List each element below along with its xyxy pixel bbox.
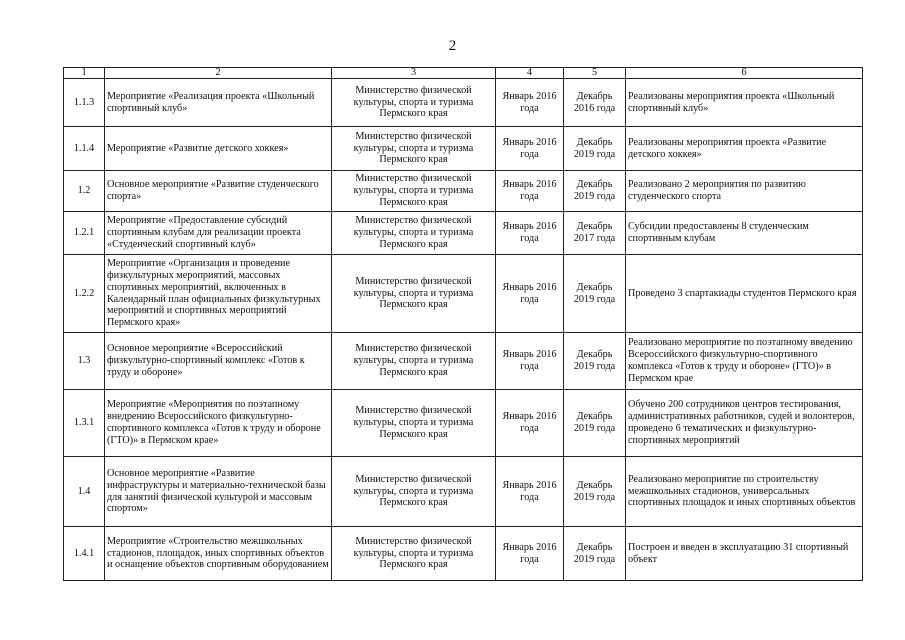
- executor: Министерство физической культуры, спорта и туризма Пермского края: [332, 171, 496, 212]
- executor: Министерство физической культуры, спорта и туризма Пермского края: [332, 457, 496, 527]
- table-row: [64, 127, 863, 171]
- executor: Министерство физической культуры, спорта и туризма Пермского края: [332, 333, 496, 390]
- executor: Министерство физической культуры, спорта и туризма Пермского края: [332, 255, 496, 333]
- table-header-row: [64, 68, 863, 79]
- row-number: 1.3: [64, 333, 105, 390]
- start-date: Январь 2016 года: [496, 79, 564, 127]
- end-date: Декабрь 2019 года: [564, 527, 626, 581]
- expected-result: Обучено 200 сотрудников центров тестирования, административных работников, судей и волонтеров, проведено 6 тематических и физкультурно-спортивных мероприятий: [626, 390, 863, 457]
- row-number: 1.2.2: [64, 255, 105, 333]
- row-number: 1.2.1: [64, 212, 105, 255]
- expected-result: Проведено 3 спартакиады студентов Пермского края: [626, 255, 863, 333]
- row-number: 1.2: [64, 171, 105, 212]
- table-row: [64, 457, 863, 527]
- activity-name: Мероприятие «Мероприятия по поэтапному внедрению Всероссийского физкультурно-спортивного комплекса «Готов к труду и обороне (ГТО)» в Пермском крае»: [105, 390, 332, 457]
- start-date: Январь 2016 года: [496, 333, 564, 390]
- activity-name: Основное мероприятие «Развитие инфраструктуры и материально-технической базы для занятий физической культурой и массовым спортом»: [105, 457, 332, 527]
- column-header: 1: [64, 68, 105, 79]
- start-date: Январь 2016 года: [496, 457, 564, 527]
- start-date: Январь 2016 года: [496, 127, 564, 171]
- row-number: 1.1.3: [64, 79, 105, 127]
- activity-name: Мероприятие «Организация и проведение физкультурных мероприятий, массовых спортивных мероприятий, включенных в Календарный план официальных физкультурных мероприятий и спортивных мероприятий Пермского края»: [105, 255, 332, 333]
- end-date: Декабрь 2016 года: [564, 79, 626, 127]
- column-header: 4: [496, 68, 564, 79]
- activity-name: Основное мероприятие «Всероссийский физкультурно-спортивный комплекс «Готов к труду и обороне»: [105, 333, 332, 390]
- page-number: 2: [448, 38, 457, 54]
- activities-table: [63, 67, 863, 581]
- column-header: 5: [564, 68, 626, 79]
- executor: Министерство физической культуры, спорта и туризма Пермского края: [332, 527, 496, 581]
- end-date: Декабрь 2017 года: [564, 212, 626, 255]
- activity-name: Мероприятие «Реализация проекта «Школьный спортивный клуб»: [105, 79, 332, 127]
- end-date: Декабрь 2019 года: [564, 255, 626, 333]
- table-row: [64, 255, 863, 333]
- activity-name: Мероприятие «Развитие детского хоккея»: [105, 127, 332, 171]
- expected-result: Реализовано 2 мероприятия по развитию студенческого спорта: [626, 171, 863, 212]
- expected-result: Реализовано мероприятие по строительству межшкольных стадионов, универсальных спортивных площадок и иных спортивных объектов: [626, 457, 863, 527]
- activity-name: Мероприятие «Предоставление субсидий спортивным клубам для реализации проекта «Студенческий спортивный клуб»: [105, 212, 332, 255]
- row-number: 1.1.4: [64, 127, 105, 171]
- start-date: Январь 2016 года: [496, 212, 564, 255]
- table-row: [64, 390, 863, 457]
- expected-result: Реализовано мероприятие по поэтапному введению Всероссийского физкультурно-спортивного комплекса «Готов к труду и обороне» (ГТО)» в Пермском крае: [626, 333, 863, 390]
- activity-name: Мероприятие «Строительство межшкольных стадионов, площадок, иных спортивных объектов и оснащение объектов спортивным оборудованием: [105, 527, 332, 581]
- table-row: [64, 333, 863, 390]
- activity-name: Основное мероприятие «Развитие студенческого спорта»: [105, 171, 332, 212]
- executor: Министерство физической культуры, спорта и туризма Пермского края: [332, 127, 496, 171]
- table-row: [64, 171, 863, 212]
- end-date: Декабрь 2019 года: [564, 333, 626, 390]
- table-row: [64, 527, 863, 581]
- executor: Министерство физической культуры, спорта и туризма Пермского края: [332, 390, 496, 457]
- column-header: 6: [626, 68, 863, 79]
- start-date: Январь 2016 года: [496, 255, 564, 333]
- end-date: Декабрь 2019 года: [564, 457, 626, 527]
- row-number: 1.4.1: [64, 527, 105, 581]
- column-header: 3: [332, 68, 496, 79]
- end-date: Декабрь 2019 года: [564, 127, 626, 171]
- end-date: Декабрь 2019 года: [564, 171, 626, 212]
- expected-result: Построен и введен в эксплуатацию 31 спортивный объект: [626, 527, 863, 581]
- row-number: 1.3.1: [64, 390, 105, 457]
- expected-result: Субсидии предоставлены 8 студенческим спортивным клубам: [626, 212, 863, 255]
- table-row: [64, 79, 863, 127]
- column-header: 2: [105, 68, 332, 79]
- start-date: Январь 2016 года: [496, 390, 564, 457]
- start-date: Январь 2016 года: [496, 527, 564, 581]
- executor: Министерство физической культуры, спорта и туризма Пермского края: [332, 212, 496, 255]
- start-date: Январь 2016 года: [496, 171, 564, 212]
- executor: Министерство физической культуры, спорта и туризма Пермского края: [332, 79, 496, 127]
- expected-result: Реализованы мероприятия проекта «Развитие детского хоккея»: [626, 127, 863, 171]
- expected-result: Реализованы мероприятия проекта «Школьный спортивный клуб»: [626, 79, 863, 127]
- row-number: 1.4: [64, 457, 105, 527]
- table-row: [64, 212, 863, 255]
- end-date: Декабрь 2019 года: [564, 390, 626, 457]
